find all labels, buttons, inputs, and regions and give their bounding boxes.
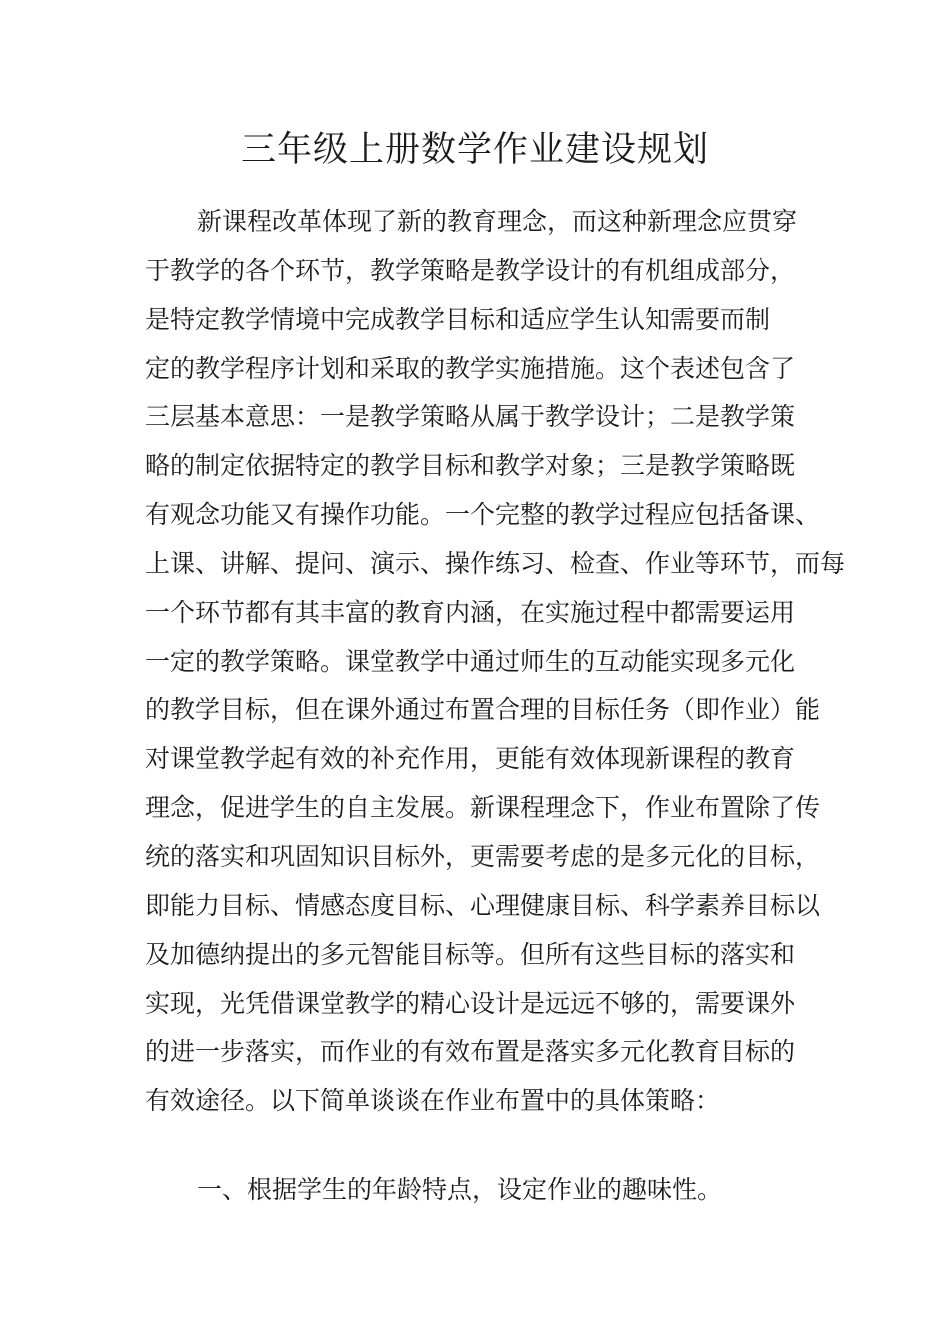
document-title: 三年级上册数学作业建设规划 [240,130,709,170]
body-paragraph [145,198,846,1126]
paragraph-line: 新课程改革体现了新的教育理念，而这种新理念应贯穿 [197,207,798,236]
paragraph-line: 的进一步落实，而作业的有效布置是落实多元化教育目标的 [145,1037,796,1067]
paragraph-line: 于教学的各个环节，教学策略是教学设计的有机组成部分， [145,255,796,285]
paragraph-line: 一个环节都有其丰富的教育内涵，在实施过程中都需要运用 [145,597,796,627]
paragraph-line: 统的落实和巩固知识目标外，更需要考虑的是多元化的目标， [145,841,821,871]
paragraph-line: 三层基本意思：一是教学策略从属于教学设计；二是教学策 [145,402,796,432]
paragraph-line: 上课、讲解、提问、演示、操作练习、检查、作业等环节，而每 [145,548,846,578]
paragraph-line: 是特定教学情境中完成教学目标和适应学生认知需要而制 [145,304,771,334]
section-heading: 一、根据学生的年龄特点，设定作业的趣味性。 [197,1175,723,1204]
paragraph-line: 理念，促进学生的自主发展。新课程理念下，作业布置除了传 [145,793,821,823]
paragraph-line: 有效途径。以下简单谈谈在作业布置中的具体策略： [145,1086,721,1116]
paragraph-line: 略的制定依据特定的教学目标和教学对象；三是教学策略既 [145,451,796,481]
paragraph-line: 的教学目标，但在课外通过布置合理的目标任务（即作业）能 [145,695,821,725]
paragraph-line: 及加德纳提出的多元智能目标等。但所有这些目标的落实和 [145,939,796,969]
paragraph-line: 对课堂教学起有效的补充作用，更能有效体现新课程的教育 [145,744,796,774]
paragraph-line: 即能力目标、情感态度目标、心理健康目标、科学素养目标以 [145,890,821,920]
paragraph-line: 实现，光凭借课堂教学的精心设计是远远不够的，需要课外 [145,988,796,1018]
paragraph-line: 定的教学程序计划和采取的教学实施措施。这个表述包含了 [145,353,796,383]
paragraph-line: 一定的教学策略。课堂教学中通过师生的互动能实现多元化 [145,646,796,676]
paragraph-line: 有观念功能又有操作功能。一个完整的教学过程应包括备课、 [145,500,821,530]
